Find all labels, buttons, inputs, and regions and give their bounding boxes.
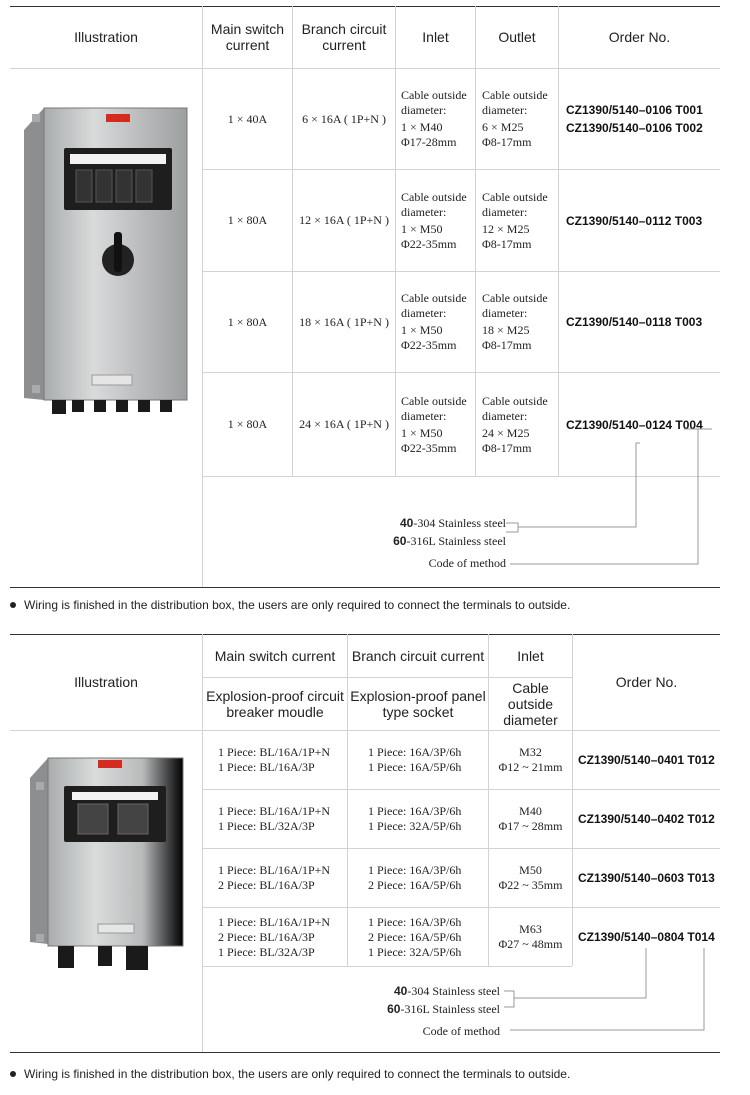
header2-branch-sub: Explosion-proof panel type socket [350,688,486,720]
branch-line: 1 Piece: 32A/5P/6h [368,944,462,959]
table-cell-inlet [489,731,572,789]
branch-line: 1 Piece: 32A/5P/6h [368,819,462,833]
legend-connectors-2 [500,940,720,1040]
outlet-line: diameter: [482,204,528,219]
note-2: Wiring is finished in the distribution box, the users are only required to connect the terminals to outside. [10,1067,570,1081]
bullet-icon [10,602,16,608]
table-cell-branch [368,790,486,848]
order-number: CZ1390/5140–0112 T003 [566,213,703,228]
table-cell-outlet [482,272,557,372]
order-number: CZ1390/5140–0118 T003 [566,315,703,329]
table-cell-main-switch: 1 × 80A [227,417,268,431]
main-line: 1 Piece: BL/32A/3P [218,819,315,833]
inlet-line: 1 × M50 [401,221,443,236]
branch-line: 2 Piece: 16A/5P/6h [368,929,462,944]
table-cell-outlet [482,170,557,271]
table-cell-inlet [489,849,572,907]
inlet-line: Cable outside [401,189,467,204]
inlet-line: Φ22-35mm [401,338,457,352]
table-cell-main-switch: 1 × 80A [227,213,268,227]
inlet-line: diameter: [401,306,447,320]
main-line: 2 Piece: BL/16A/3P [218,878,315,892]
header2-order: Order No. [615,674,678,690]
outlet-line: Φ8-17mm [482,236,532,251]
branch-line: 1 Piece: 16A/5P/6h [368,760,462,774]
inlet-line: diameter: [401,204,447,219]
inlet-line: diameter: [401,408,447,423]
table-cell-branch: 18 × 16A ( 1P+N ) [299,314,389,329]
inlet-line: M63 [519,922,542,936]
table-cell-branch [368,731,486,789]
table-cell-branch: 12 × 16A ( 1P+N ) [299,213,389,227]
table-cell-inlet [401,373,474,476]
table-cell-inlet [401,272,474,372]
table-cell-main-switch [218,849,346,907]
order-number: CZ1390/5140–0124 T004 [566,417,703,432]
inlet-line: Cable outside [401,393,467,408]
branch-line: 1 Piece: 16A/3P/6h [368,745,462,759]
header2-main-switch: Main switch current [214,647,336,664]
order-number: CZ1390/5140–0106 T001 [566,103,703,117]
outlet-line: diameter: [482,306,528,320]
inlet-line: 1 × M50 [401,323,443,337]
main-line: 1 Piece: BL/16A/1P+N [218,863,331,877]
table-cell-inlet [401,69,474,169]
main-line: 1 Piece: BL/32A/3P [218,944,315,959]
inlet-line: Φ17-28mm [401,135,457,149]
branch-line: 1 Piece: 16A/3P/6h [368,914,462,929]
legend-1 [300,514,506,572]
header-inlet: Inlet [422,29,449,45]
bullet-icon [10,1071,16,1077]
legend2-item-method: Code of method [422,1024,500,1038]
header-main-switch: Main switch current [210,21,285,53]
order-number: CZ1390/5140–0603 T013 [578,871,715,885]
table-cell-branch: 6 × 16A ( 1P+N ) [302,111,386,126]
table-cell-main-switch [218,908,346,966]
outlet-line: Φ8-17mm [482,135,532,149]
inlet-line: Φ22-35mm [401,236,457,251]
table-cell-order [566,69,718,169]
distribution-box-image [22,100,197,430]
outlet-line: 6 × M25 [482,120,524,134]
inlet-line: Φ12 ~ 21mm [498,760,563,774]
legend-item-316l: 60-316L Stainless steel [393,534,506,548]
header-outlet: Outlet [498,29,536,45]
inlet-line: Φ17 ~ 28mm [498,819,563,833]
header2-main-switch-sub: Explosion-proof circuit breaker moudle [206,688,344,720]
outlet-line: Cable outside [482,393,548,408]
branch-line: 1 Piece: 16A/3P/6h [368,804,462,818]
table-cell-outlet [482,69,557,169]
table-cell-order [578,731,720,789]
table-cell-inlet [401,170,474,271]
inlet-line: Φ22 ~ 35mm [498,878,563,892]
inlet-line: Φ22-35mm [401,440,457,455]
legend-connectors-1 [500,425,720,575]
inlet-line: diameter: [401,103,447,117]
table-cell-order [578,790,720,848]
main-line: 1 Piece: BL/16A/1P+N [218,804,331,818]
header2-branch: Branch circuit current [351,647,485,664]
header-illustration: Illustration [74,29,138,45]
outlet-line: 12 × M25 [482,221,530,236]
header-order: Order No. [608,29,671,45]
main-line: 1 Piece: BL/16A/1P+N [218,914,331,929]
note-1: Wiring is finished in the distribution box, the users are only required to connect the terminals to outside. [10,598,570,612]
table-cell-inlet [489,790,572,848]
table-cell-branch [368,908,486,966]
table-cell-main-switch [218,790,346,848]
branch-line: 2 Piece: 16A/5P/6h [368,878,462,892]
legend2-item-316l: 60-316L Stainless steel [387,1002,500,1016]
inlet-line: M32 [519,745,542,759]
header-branch: Branch circuit current [301,21,387,53]
header2-illustration: Illustration [74,674,138,690]
inlet-line: M50 [519,863,542,877]
outlet-line: Cable outside [482,88,548,102]
main-line: 1 Piece: BL/16A/1P+N [218,745,331,759]
header2-inlet: Inlet [517,647,544,664]
header2-inlet-sub: Cable outside diameter [503,680,558,728]
table-cell-order [578,849,720,907]
legend-item-method: Code of method [428,556,506,570]
outlet-line: Φ8-17mm [482,440,532,455]
outlet-line: Cable outside [482,189,548,204]
outlet-line: diameter: [482,103,528,117]
order-number: CZ1390/5140–0106 T002 [566,121,703,135]
table-cell-order [566,170,718,271]
outlet-line: Φ8-17mm [482,338,532,352]
inlet-line: M40 [519,804,542,818]
table-cell-branch [368,849,486,907]
outlet-line: diameter: [482,408,528,423]
outlet-line: 18 × M25 [482,323,530,337]
table-cell-branch: 24 × 16A ( 1P+N ) [299,417,389,431]
inlet-line: 1 × M50 [401,425,443,440]
legend-2 [300,982,500,1040]
inlet-line: Φ27 ~ 48mm [498,937,563,951]
table-cell-main-switch: 1 × 40A [227,111,268,126]
inlet-line: 1 × M40 [401,120,443,134]
table-cell-main-switch: 1 × 80A [227,314,268,329]
inlet-line: Cable outside [401,88,467,102]
order-number: CZ1390/5140–0401 T012 [578,753,715,767]
order-number: CZ1390/5140–0804 T014 [578,930,715,944]
outlet-line: 24 × M25 [482,425,530,440]
legend2-item-304: 40-304 Stainless steel [393,984,500,998]
legend-item-304: 40-304 Stainless steel [399,516,506,530]
outlet-line: Cable outside [482,291,548,305]
branch-line: 1 Piece: 16A/3P/6h [368,863,462,877]
main-line: 1 Piece: BL/16A/3P [218,760,315,774]
main-line: 2 Piece: BL/16A/3P [218,929,315,944]
distribution-box-image-2 [28,752,193,982]
order-number: CZ1390/5140–0402 T012 [578,812,715,826]
table-cell-main-switch [218,731,346,789]
inlet-line: Cable outside [401,291,467,305]
table-cell-order [566,272,718,372]
